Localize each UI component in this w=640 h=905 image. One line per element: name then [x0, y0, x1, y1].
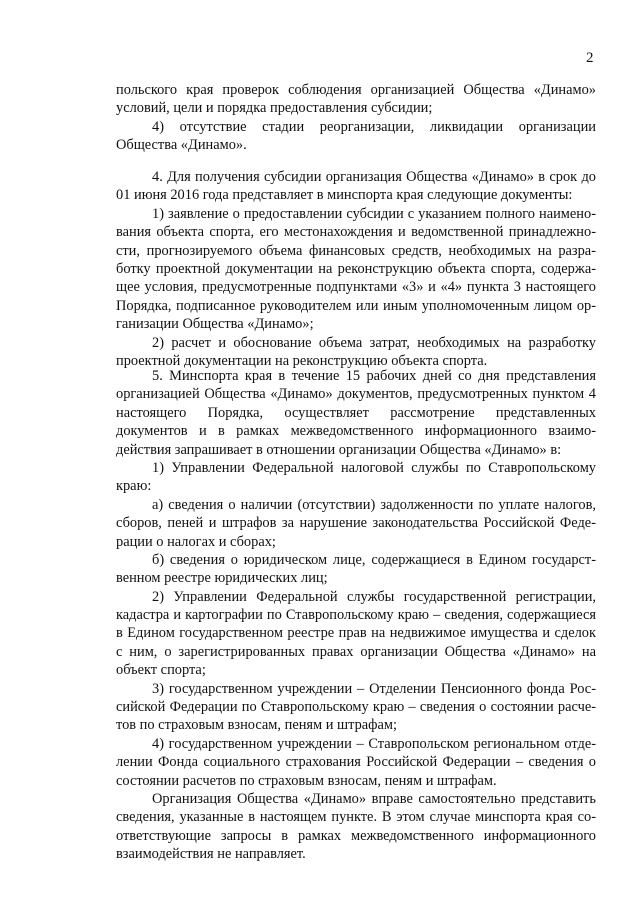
text-line: рации о налогах и сборах; [116, 533, 276, 550]
text-line: 2) Управлении Федеральной службы государственной регистрации, [152, 588, 596, 605]
text-line: б) сведения о юридическом лице, содержащиеся в Едином государст- [152, 551, 596, 568]
text-line: польского края проверок соблюдения организацией Общества «Динамо» [116, 82, 596, 98]
text-line: Общества «Динамо». [116, 137, 247, 154]
text-line: 4) государственном учреждении – Ставропольском региональном отде- [152, 735, 596, 752]
paragraph-block-1 [116, 81, 596, 155]
text-line: настоящего Порядка, осуществляет рассмотрение представленных [116, 404, 596, 421]
text-line: проектной документации на реконструкцию объекта спорта. [116, 352, 488, 369]
text-line: документов и в рамках межведомственного информационного взаимо- [116, 423, 596, 440]
text-line: тов по страховым взносам, пеням и штрафам; [116, 717, 397, 734]
text-line: сведения, указанные в настоящем пункте. В этом случае минспорта края со- [116, 809, 596, 826]
text-line: состоянии расчетов по страховым взносам, пеням и штрафам. [116, 772, 497, 789]
text-line: 01 июня 2016 года представляет в минспорта края следующие документы: [116, 187, 573, 204]
text-line: 5. Минспорта края в течение 15 рабочих дней со дня представления [152, 368, 596, 384]
text-line: 4. Для получения субсидии организация Общества «Динамо» в срок до [152, 169, 596, 185]
text-line: Организация Общества «Динамо» вправе самостоятельно представить [152, 790, 596, 807]
text-line: взаимодействия не направляет. [116, 846, 306, 863]
page-number: 2 [586, 50, 594, 66]
text-line: организацией Общества «Динамо» документов, предусмотренных пунктом 4 [116, 386, 596, 403]
text-line: ботку проектной документации на реконструкцию объекта спорта, содержа- [116, 260, 596, 277]
text-line: сборов, пеней и штрафов за нарушение законодательства Российской Феде- [116, 515, 596, 532]
text-line: 4) отсутствие стадии реорганизации, ликвидации организации [152, 118, 596, 135]
text-line: кадастра и картографии по Ставропольскому краю – сведения, содержащиеся [116, 607, 596, 624]
text-line: а) сведения о наличии (отсутствии) задолженности по уплате налогов, [152, 496, 596, 513]
text-line: сийской Федерации по Ставропольскому краю – сведения о состоянии расче- [116, 699, 596, 716]
text-line: лении Фонда социального страхования Российской Федерации – сведения о [116, 754, 596, 771]
text-line: щее условия, предусмотренные подпунктами «3» и «4» пункта 3 настоящего [116, 279, 596, 296]
text-line: венном реестре юридических лиц; [116, 570, 328, 587]
text-line: краю: [116, 478, 152, 495]
text-line: действия запрашивает в отношении организации Общества «Динамо» в: [116, 441, 562, 458]
text-line: условий, цели и порядка предоставления субсидии; [116, 100, 433, 117]
text-line: в Едином государственном реестре прав на недвижимое имущества и сделок [116, 625, 596, 642]
paragraph-block-2 [116, 168, 596, 370]
text-line: 2) расчет и обоснование объема затрат, необходимых на разработку [152, 334, 596, 351]
text-line: 1) заявление о предоставлении субсидии с указанием полного наимено- [152, 205, 596, 222]
paragraph-block-3 [116, 367, 596, 864]
text-line: сти, прогнозируемого объема финансовых средств, необходимых на разра- [116, 242, 596, 259]
text-line: Порядка, подписанное руководителем или иным уполномоченным лицом ор- [116, 297, 596, 314]
text-line: объект спорта; [116, 662, 206, 679]
text-line: ответствующие запросы в рамках межведомственного информационного [116, 827, 596, 844]
text-line: ганизации Общества «Динамо»; [116, 316, 314, 333]
text-line: с ним, о зарегистрированных правах организации Общества «Динамо» на [116, 643, 596, 660]
text-line: 3) государственном учреждении – Отделении Пенсионного фонда Рос- [152, 680, 596, 697]
text-line: 1) Управлении Федеральной налоговой службы по Ставропольскому [152, 459, 596, 476]
text-line: вания объекта спорта, его местонахождения и ведомственной принадлежно- [116, 224, 596, 241]
